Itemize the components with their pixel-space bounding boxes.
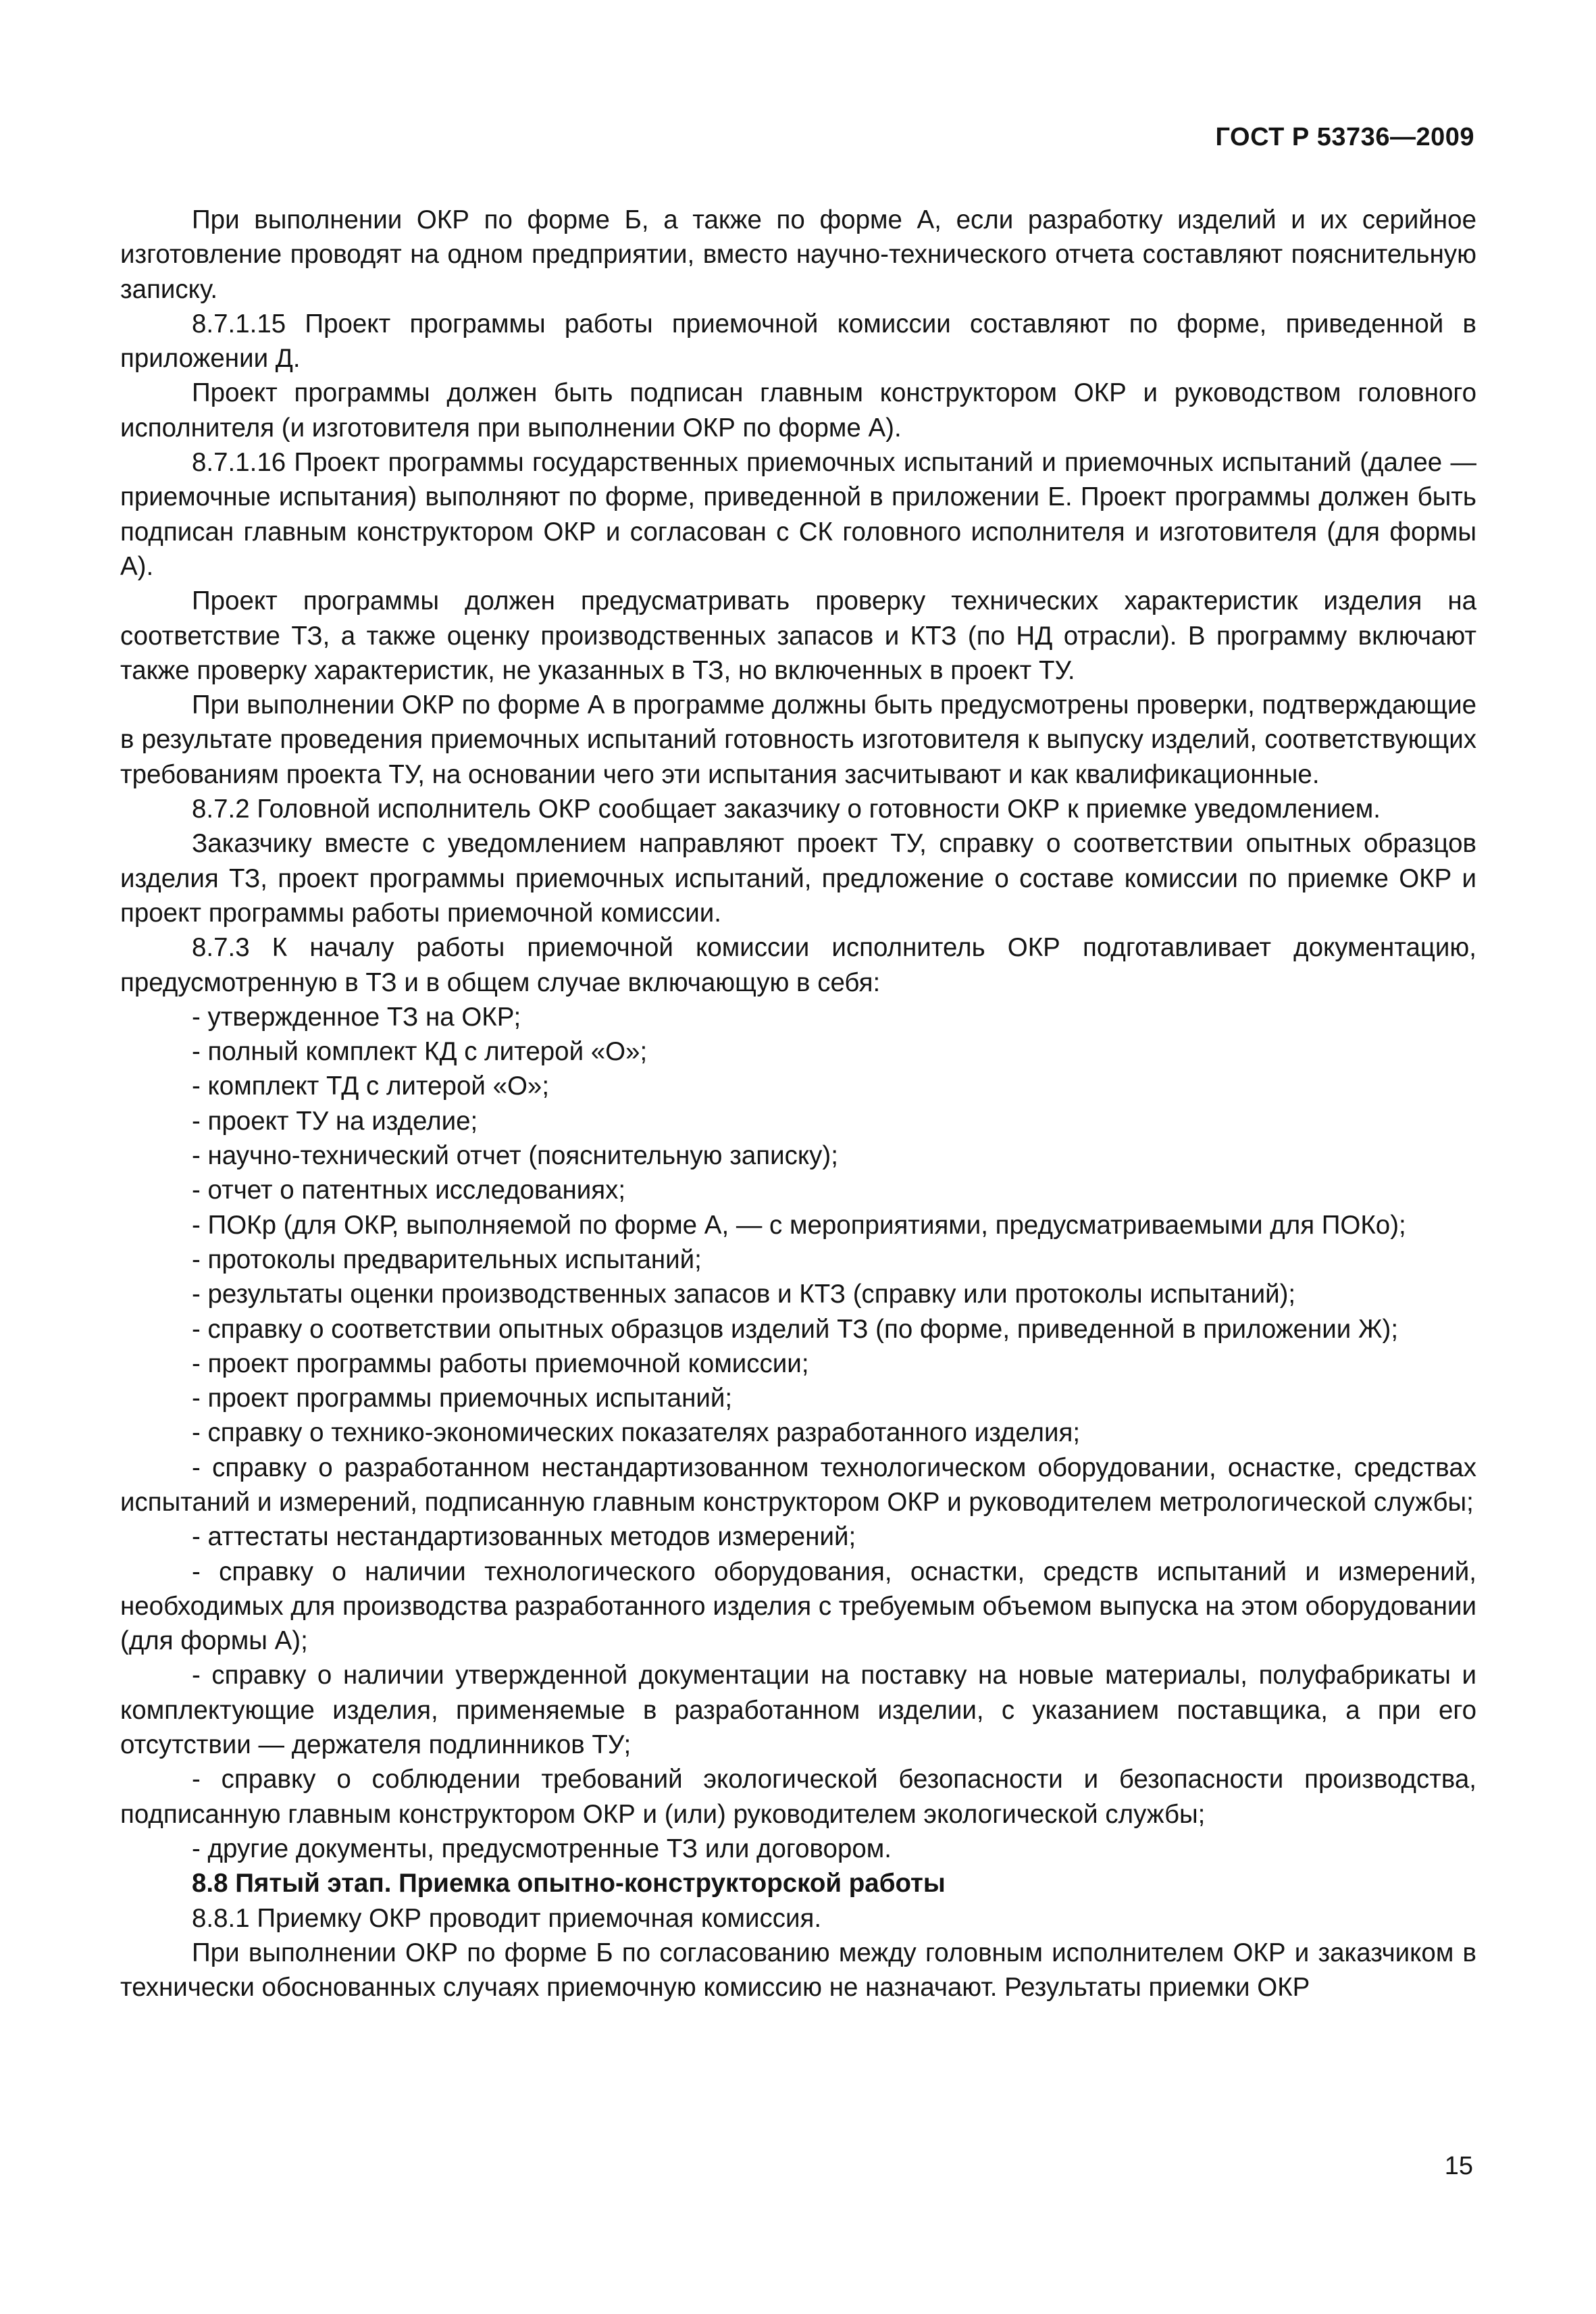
list-item: - утвержденное ТЗ на ОКР;	[192, 1002, 521, 1032]
paragraph: Проект программы должен предусматривать проверку технических характеристик изделия на соответствие ТЗ, а также оценку производственных запасов и КТЗ (по НД отрасли). В программу включают также проверку характеристик, не указанных в ТЗ, но включенных в проект ТУ.	[120, 586, 1476, 685]
list-item: - другие документы, предусмотренные ТЗ или договором.	[192, 1834, 892, 1863]
list-item: - справку о соблюдении требований экологической безопасности и безопасности производства, подписанную главным конструктором ОКР и (или) руководителем экологической службы;	[120, 1765, 1476, 1829]
list-item: - проект ТУ на изделие;	[192, 1106, 478, 1136]
paragraph: При выполнении ОКР по форме Б по согласованию между головным исполнителем ОКР и заказчиком в технически обоснованных случаях приемочную комиссию не назначают. Результаты приемки ОКР	[120, 1938, 1476, 2003]
paragraph: 8.7.1.16 Проект программы государственных приемочных испытаний и приемочных испытаний (далее — приемочные испытания) выполняют по форме, приведенной в приложении Е. Проект программы должен быть подписан главным конструктором ОКР и согласован с СК головного исполнителя и изготовителя (для формы А).	[120, 448, 1476, 581]
list-item: - отчет о патентных исследованиях;	[192, 1176, 626, 1205]
list-item: - комплект ТД с литерой «О»;	[192, 1072, 550, 1101]
body-text	[120, 203, 1476, 2005]
paragraph: 8.7.3 К началу работы приемочной комиссии исполнитель ОКР подготавливает документацию, предусмотренную в ТЗ и в общем случае включающую в себя:	[120, 933, 1476, 997]
list-item: - протоколы предварительных испытаний;	[192, 1244, 702, 1274]
section-heading: 8.8 Пятый этап. Приемка опытно-конструкторской работы	[192, 1869, 946, 1898]
page-number: 15	[1444, 2152, 1473, 2180]
list-item: - справку о наличии технологического оборудования, оснастки, средств испытаний и измерений, необходимых для производства разработанного изделия с требуемым объемом выпуска на этом оборудовании (для формы А);	[120, 1557, 1476, 1656]
list-item: - проект программы работы приемочной комиссии;	[192, 1349, 809, 1378]
list-item: - научно-технический отчет (пояснительную записку);	[192, 1141, 838, 1171]
paragraph: Заказчику вместе с уведомлением направляют проект ТУ, справку о соответствии опытных образцов изделия ТЗ, проект программы приемочных испытаний, предложение о составе комиссии по приемке ОКР и проект программы работы приемочной комиссии.	[120, 829, 1476, 928]
paragraph: При выполнении ОКР по форме Б, а также по форме А, если разработку изделий и их серийное изготовление проводят на одном предприятии, вместо научно-технического отчета составляют пояснительную записку.	[120, 205, 1476, 304]
list-item: - аттестаты нестандартизованных методов измерений;	[192, 1522, 856, 1552]
list-item: - полный комплект КД с литерой «О»;	[192, 1037, 648, 1067]
paragraph: Проект программы должен быть подписан главным конструктором ОКР и руководством головного исполнителя (и изготовителя при выполнении ОКР по форме А).	[120, 378, 1476, 443]
list-item: - результаты оценки производственных запасов и КТЗ (справку или протоколы испытаний);	[192, 1280, 1296, 1309]
list-item: - справку о наличии утвержденной документации на поставку на новые материалы, полуфабрикаты и комплектующие изделия, применяемые в разработанном изделии, с указанием поставщика, а при его отсутствии — держателя подлинников ТУ;	[120, 1661, 1476, 1760]
list-item: - справку о разработанном нестандартизованном технологическом оборудовании, оснастке, средствах испытаний и измерений, подписанную главным конструктором ОКР и руководителем метрологической службы;	[120, 1453, 1476, 1517]
paragraph: 8.7.1.15 Проект программы работы приемочной комиссии составляют по форме, приведенной в приложении Д.	[120, 309, 1476, 374]
standard-designation: ГОСТ Р 53736—2009	[1215, 123, 1474, 151]
paragraph: 8.8.1 Приемку ОКР проводит приемочная комиссия.	[192, 1903, 822, 1933]
list-item: - проект программы приемочных испытаний;	[192, 1384, 733, 1413]
paragraph: При выполнении ОКР по форме А в программе должны быть предусмотрены проверки, подтверждающие в результате проведения приемочных испытаний готовность изготовителя к выпуску изделий, соответствующих требованиям проекта ТУ, на основании чего эти испытания засчитывают и как квалификационные.	[120, 690, 1477, 789]
list-item: - справку о технико-экономических показателях разработанного изделия;	[192, 1418, 1081, 1448]
paragraph: 8.7.2 Головной исполнитель ОКР сообщает заказчику о готовности ОКР к приемке уведомлением.	[192, 795, 1381, 824]
list-item: - ПОКр (для ОКР, выполняемой по форме А, — с мероприятиями, предусматриваемыми для ПОКо);	[192, 1210, 1406, 1240]
list-item: - справку о соответствии опытных образцов изделий ТЗ (по форме, приведенной в приложении Ж);	[192, 1314, 1399, 1344]
